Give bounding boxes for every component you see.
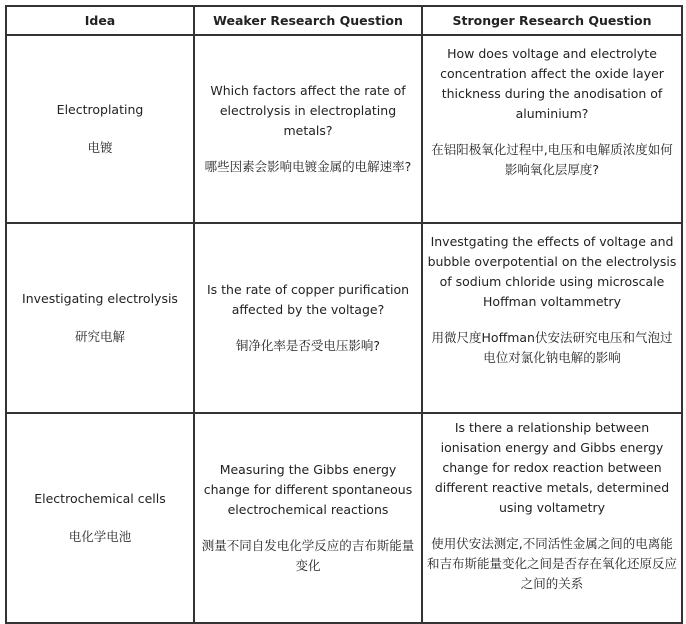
stronger-question-cell bbox=[422, 35, 682, 223]
stronger-question-english: Is there a relationship between ionisation energy and Gibbs energy change for redox reaction between different reactive metals, determined using voltametry bbox=[434, 420, 670, 515]
weaker-question-english: Is the rate of copper purification affected by the voltage? bbox=[206, 282, 410, 317]
weaker-question-chinese: 测量不同自发电化学反应的吉布斯能量变化 bbox=[201, 538, 415, 573]
table-row bbox=[6, 413, 682, 623]
idea-english: Electroplating bbox=[56, 102, 144, 117]
research-question-table-container bbox=[5, 5, 683, 624]
weaker-question-cell bbox=[194, 35, 422, 223]
idea-cell bbox=[6, 35, 194, 223]
weaker-question-english: Which factors affect the rate of electrolysis in electroplating metals? bbox=[210, 83, 406, 138]
weaker-question-cell bbox=[194, 223, 422, 413]
idea-chinese: 电镀 bbox=[87, 140, 113, 155]
idea-english: Investigating electrolysis bbox=[22, 291, 178, 306]
stronger-question-cell bbox=[422, 413, 682, 623]
idea-chinese: 研究电解 bbox=[74, 329, 125, 344]
table-header-row bbox=[6, 6, 682, 35]
weaker-question-chinese: 哪些因素会影响电镀金属的电解速率? bbox=[204, 159, 412, 174]
idea-cell bbox=[6, 413, 194, 623]
stronger-question-english: Investgating the effects of voltage and bubble overpotential on the electrolysis of sodium chloride using microscale Hoffman voltammetry bbox=[427, 234, 677, 309]
weaker-question-english: Measuring the Gibbs energy change for different spontaneous electrochemical reactions bbox=[203, 462, 413, 517]
stronger-question-chinese: 用微尺度Hoffman伏安法研究电压和气泡过电位对氯化钠电解的影响 bbox=[431, 330, 673, 365]
stronger-question-chinese: 在铝阳极氧化过程中,电压和电解质浓度如何影响氧化层厚度? bbox=[431, 142, 673, 177]
stronger-question-chinese: 使用伏安法测定,不同活性金属之间的电离能和吉布斯能量变化之间是否存在氧化还原反应之间的关系 bbox=[427, 536, 678, 591]
table-row bbox=[6, 35, 682, 223]
idea-chinese: 电化学电池 bbox=[68, 529, 132, 544]
table-row bbox=[6, 223, 682, 413]
research-question-table bbox=[5, 5, 683, 624]
header-weaker-question: Weaker Research Question bbox=[194, 6, 422, 35]
stronger-question-cell bbox=[422, 223, 682, 413]
weaker-question-cell bbox=[194, 413, 422, 623]
idea-cell bbox=[6, 223, 194, 413]
header-idea: Idea bbox=[6, 6, 194, 35]
stronger-question-english: How does voltage and electrolyte concentration affect the oxide layer thickness during the anodisation of aluminium? bbox=[440, 46, 664, 121]
weaker-question-chinese: 铜净化率是否受电压影响? bbox=[235, 338, 381, 353]
header-stronger-question: Stronger Research Question bbox=[422, 6, 682, 35]
idea-english: Electrochemical cells bbox=[34, 491, 166, 506]
